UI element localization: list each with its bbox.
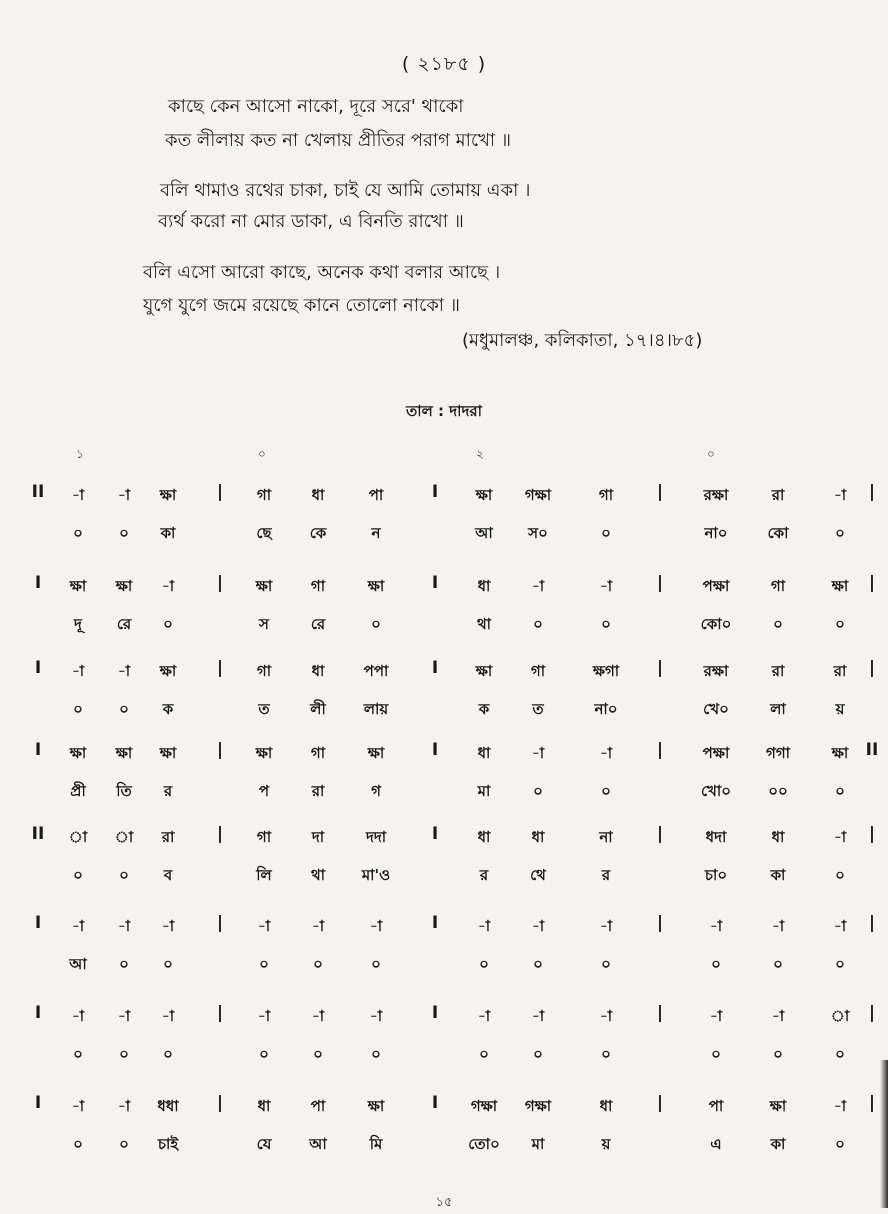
lyric-syllable: মা bbox=[477, 782, 491, 800]
verse-line: যুগে যুগে জমে রয়েছে কানে তোলো নাকো ॥ bbox=[143, 295, 460, 316]
swara-note: ক্ষা bbox=[159, 486, 177, 504]
lyric-syllable: ০ bbox=[533, 782, 543, 800]
verse-line: কাছে কেন আসো নাকো, দূরে সরে' থাকো bbox=[168, 96, 464, 117]
swara-note: -া bbox=[599, 1007, 613, 1025]
lyric-syllable: ত bbox=[258, 700, 270, 718]
swara-note: ক্ষা bbox=[255, 577, 273, 595]
lyric-syllable: লি bbox=[256, 866, 272, 884]
lyric-syllable: আ bbox=[309, 1135, 327, 1153]
lyric-syllable: ০ bbox=[773, 615, 783, 633]
swara-note: -া bbox=[531, 744, 545, 762]
swara-note: -া bbox=[161, 577, 175, 595]
lyric-syllable: ০ bbox=[835, 524, 845, 542]
swara-note: গক্ষা bbox=[470, 1097, 498, 1115]
swara-note: রা bbox=[161, 828, 175, 846]
swara-note: ধদা bbox=[705, 828, 727, 846]
bar-line: | bbox=[868, 1003, 876, 1023]
lyric-syllable: ০ bbox=[371, 615, 381, 633]
swara-note: ধধা bbox=[157, 1097, 179, 1115]
lyric-syllable: ০ bbox=[711, 1045, 721, 1063]
lyric-syllable: থা bbox=[310, 866, 326, 884]
swara-note: -া bbox=[311, 1007, 325, 1025]
swara-note: ধা bbox=[257, 1097, 271, 1115]
swara-note: ক্ষা bbox=[69, 744, 87, 762]
swara-note: গা bbox=[256, 662, 272, 680]
bar-line: | bbox=[868, 1093, 876, 1113]
beat-mark: ১ bbox=[76, 447, 84, 461]
swara-note: -া bbox=[257, 917, 271, 935]
swara-note: গা bbox=[256, 828, 272, 846]
bar-line: I bbox=[34, 913, 42, 933]
lyric-syllable: লী bbox=[310, 700, 326, 718]
lyric-syllable: তি bbox=[116, 782, 132, 800]
lyric-syllable: য় bbox=[835, 700, 845, 718]
swara-note: রা bbox=[771, 486, 785, 504]
lyric-syllable: রা bbox=[311, 782, 325, 800]
lyric-syllable: আ bbox=[475, 524, 493, 542]
swara-note: পা bbox=[708, 1097, 724, 1115]
swara-note: ক্ষা bbox=[831, 744, 849, 762]
swara-note: ক্ষা bbox=[367, 577, 385, 595]
bar-line: I bbox=[431, 573, 439, 593]
swara-note: ক্ষা bbox=[159, 662, 177, 680]
verse-line: বলি এসো আরো কাছে, অনেক কথা বলার আছে । bbox=[143, 262, 501, 283]
swara-note: -া bbox=[117, 917, 131, 935]
swara-note: -া bbox=[161, 917, 175, 935]
swara-note: ক্ষা bbox=[769, 1097, 787, 1115]
swara-note: ক্ষা bbox=[115, 744, 133, 762]
lyric-syllable: চাই bbox=[157, 1135, 179, 1153]
bar-line: | bbox=[656, 740, 664, 760]
swara-note: গক্ষা bbox=[524, 486, 552, 504]
swara-note: ক্ষা bbox=[831, 577, 849, 595]
lyric-syllable: ০ bbox=[533, 1045, 543, 1063]
lyric-syllable: ০ bbox=[773, 955, 783, 973]
beat-mark: ০ bbox=[707, 447, 715, 461]
lyric-syllable: ত bbox=[532, 700, 544, 718]
lyric-syllable: ০ bbox=[835, 1135, 845, 1153]
lyric-syllable: ০ bbox=[601, 615, 611, 633]
bar-line: I bbox=[431, 913, 439, 933]
lyric-syllable: ০ bbox=[119, 1135, 129, 1153]
swara-note: -া bbox=[833, 917, 847, 935]
lyric-syllable: মা'ও bbox=[361, 866, 391, 884]
swara-note: ক্ষা bbox=[159, 744, 177, 762]
bar-line: | bbox=[656, 1003, 664, 1023]
lyric-syllable: কা bbox=[160, 524, 176, 542]
bar-line: I bbox=[431, 824, 439, 844]
lyric-syllable: থে bbox=[530, 866, 546, 884]
bar-line: I bbox=[34, 1093, 42, 1113]
lyric-syllable: ব bbox=[163, 866, 173, 884]
lyric-syllable: ক bbox=[478, 700, 490, 718]
swara-note: গা bbox=[530, 662, 546, 680]
bar-line: | bbox=[656, 658, 664, 678]
lyric-syllable: ০ bbox=[259, 955, 269, 973]
swara-note: -া bbox=[117, 662, 131, 680]
bar-line: | bbox=[656, 1093, 664, 1113]
swara-note: -া bbox=[531, 917, 545, 935]
bar-line: | bbox=[656, 824, 664, 844]
bar-line: | bbox=[216, 658, 224, 678]
swara-note: -া bbox=[771, 1007, 785, 1025]
swara-note: দা bbox=[311, 828, 325, 846]
lyric-syllable: ০ bbox=[601, 955, 611, 973]
lyric-syllable: ০ bbox=[73, 1135, 83, 1153]
swara-note: -া bbox=[771, 917, 785, 935]
swara-note: পক্ষা bbox=[702, 577, 730, 595]
lyric-syllable: না০ bbox=[594, 700, 618, 718]
bar-line: I bbox=[34, 740, 42, 760]
bar-line: | bbox=[868, 573, 876, 593]
bar-line: II bbox=[31, 824, 45, 844]
swara-note: -া bbox=[71, 917, 85, 935]
swara-note: -া bbox=[117, 486, 131, 504]
swara-note: া bbox=[114, 828, 134, 846]
swara-note: ক্ষগা bbox=[592, 662, 620, 680]
swara-note: না bbox=[599, 828, 613, 846]
swara-note: গক্ষা bbox=[524, 1097, 552, 1115]
lyric-syllable: কা bbox=[770, 866, 786, 884]
swara-note: রা bbox=[771, 662, 785, 680]
swara-note: -া bbox=[833, 486, 847, 504]
lyric-syllable: ০ bbox=[119, 955, 129, 973]
bar-line: | bbox=[868, 482, 876, 502]
lyric-syllable: লায় bbox=[363, 700, 389, 718]
lyric-syllable: ০ bbox=[313, 1045, 323, 1063]
bar-line: | bbox=[216, 913, 224, 933]
swara-note: -া bbox=[117, 1097, 131, 1115]
lyric-syllable: ০ bbox=[773, 1045, 783, 1063]
swara-note: -া bbox=[477, 1007, 491, 1025]
bar-line: I bbox=[34, 573, 42, 593]
swara-note: া bbox=[830, 1007, 850, 1025]
lyric-syllable: ০ bbox=[163, 615, 173, 633]
lyric-syllable: কো০ bbox=[700, 615, 732, 633]
bar-line: | bbox=[656, 573, 664, 593]
verse-line: বলি থামাও রথের চাকা, চাই যে আমি তোমায় একা । bbox=[160, 180, 531, 201]
swara-note: পা bbox=[310, 1097, 326, 1115]
lyric-syllable: কে bbox=[309, 524, 327, 542]
swara-note: ক্ষা bbox=[367, 744, 385, 762]
bar-line: | bbox=[216, 482, 224, 502]
bar-line: | bbox=[216, 1003, 224, 1023]
swara-note: -া bbox=[71, 1007, 85, 1025]
lyric-syllable: লা bbox=[770, 700, 786, 718]
swara-note: গগা bbox=[765, 744, 790, 762]
swara-note: -া bbox=[709, 1007, 723, 1025]
verse-line: ব্যর্থ করো না মোর ডাকা, এ বিনতি রাখো ॥ bbox=[158, 211, 464, 232]
swara-note: ক্ষা bbox=[255, 744, 273, 762]
lyric-syllable: খে০ bbox=[703, 700, 729, 718]
lyric-syllable: র bbox=[601, 866, 611, 884]
lyric-syllable: কা bbox=[770, 1135, 786, 1153]
tala-heading: তাল : দাদরা bbox=[406, 402, 482, 420]
verse-line: কত লীলায় কত না খেলায় প্রীতির পরাগ মাখো ॥ bbox=[165, 130, 512, 151]
swara-note: ক্ষা bbox=[475, 662, 493, 680]
lyric-syllable: ক bbox=[162, 700, 174, 718]
swara-note: রক্ষা bbox=[703, 486, 729, 504]
lyric-syllable: ০ bbox=[601, 782, 611, 800]
swara-note: দদা bbox=[365, 828, 387, 846]
lyric-syllable: থা bbox=[476, 615, 492, 633]
lyric-syllable: দূ bbox=[74, 615, 82, 633]
lyric-syllable: ০ bbox=[73, 700, 83, 718]
lyric-syllable: ০ bbox=[601, 524, 611, 542]
swara-note: পক্ষা bbox=[702, 744, 730, 762]
bar-line: | bbox=[868, 658, 876, 678]
swara-note: -া bbox=[71, 1097, 85, 1115]
swara-note: গা bbox=[598, 486, 614, 504]
lyric-syllable: ০ bbox=[371, 1045, 381, 1063]
swara-note: -া bbox=[257, 1007, 271, 1025]
swara-note: ধা bbox=[477, 744, 491, 762]
bar-line: | bbox=[216, 573, 224, 593]
swara-note: -া bbox=[833, 828, 847, 846]
lyric-syllable: ০ bbox=[371, 955, 381, 973]
swara-note: -া bbox=[71, 662, 85, 680]
lyric-syllable: খো০ bbox=[700, 782, 732, 800]
swara-note: গা bbox=[310, 577, 326, 595]
bar-line: I bbox=[34, 658, 42, 678]
lyric-syllable: কো bbox=[767, 524, 789, 542]
lyric-syllable: না০ bbox=[704, 524, 728, 542]
swara-note: ধা bbox=[311, 486, 325, 504]
bar-line: II bbox=[31, 482, 45, 502]
bar-line: I bbox=[431, 1093, 439, 1113]
swara-note: ক্ষা bbox=[475, 486, 493, 504]
swara-note: গা bbox=[770, 577, 786, 595]
lyric-syllable: ০ bbox=[533, 615, 543, 633]
swara-note: ক্ষা bbox=[69, 577, 87, 595]
lyric-syllable: ০ bbox=[835, 615, 845, 633]
lyric-syllable: ০ bbox=[119, 524, 129, 542]
bar-line: | bbox=[868, 913, 876, 933]
lyric-syllable: প্রী bbox=[70, 782, 86, 800]
swara-note: -া bbox=[531, 577, 545, 595]
swara-note: -া bbox=[709, 917, 723, 935]
swara-note: গা bbox=[310, 744, 326, 762]
lyric-syllable: আ bbox=[69, 955, 87, 973]
swara-note: -া bbox=[833, 1097, 847, 1115]
lyric-syllable: ০ bbox=[835, 866, 845, 884]
swara-note: ধা bbox=[599, 1097, 613, 1115]
lyric-syllable: ০ bbox=[73, 1045, 83, 1063]
lyric-syllable: গ bbox=[371, 782, 381, 800]
lyric-syllable: ০ bbox=[711, 955, 721, 973]
lyric-syllable: ০ bbox=[835, 1045, 845, 1063]
lyric-syllable: ন bbox=[371, 524, 381, 542]
lyric-syllable: স bbox=[259, 615, 269, 633]
lyric-syllable: মা bbox=[531, 1135, 545, 1153]
swara-note: -া bbox=[117, 1007, 131, 1025]
lyric-syllable: ০ bbox=[835, 782, 845, 800]
lyric-syllable: এ bbox=[710, 1135, 722, 1153]
page-number: ( ২১৮৫ ) bbox=[401, 53, 487, 75]
lyric-syllable: ০ bbox=[73, 524, 83, 542]
lyric-syllable: ০ bbox=[119, 700, 129, 718]
lyric-syllable: ০ bbox=[259, 1045, 269, 1063]
lyric-syllable: ০ bbox=[835, 955, 845, 973]
bar-line: | bbox=[868, 824, 876, 844]
bar-line: | bbox=[656, 482, 664, 502]
swara-note: -া bbox=[369, 917, 383, 935]
lyric-syllable: চা০ bbox=[704, 866, 728, 884]
lyric-syllable: রে bbox=[310, 615, 326, 633]
bar-line: I bbox=[431, 1003, 439, 1023]
swara-note: রা bbox=[833, 662, 847, 680]
lyric-syllable: ০ bbox=[119, 866, 129, 884]
bar-line: I bbox=[431, 740, 439, 760]
lyric-syllable: ছে bbox=[256, 524, 272, 542]
bar-line: | bbox=[216, 740, 224, 760]
page-footer: ১৫ bbox=[435, 1195, 453, 1210]
lyric-syllable: ০০ bbox=[768, 782, 788, 800]
bar-line: I bbox=[34, 1003, 42, 1023]
swara-note: -া bbox=[477, 917, 491, 935]
lyric-syllable: র bbox=[163, 782, 173, 800]
lyric-syllable: ০ bbox=[119, 1045, 129, 1063]
swara-note: -া bbox=[599, 917, 613, 935]
swara-note: ধা bbox=[531, 828, 545, 846]
lyric-syllable: ০ bbox=[479, 1045, 489, 1063]
citation: (মধুমালঞ্চ, কলিকাতা, ১৭।৪।৮৫) bbox=[462, 330, 703, 351]
swara-note: গা bbox=[256, 486, 272, 504]
swara-note: ক্ষা bbox=[115, 577, 133, 595]
lyric-syllable: প bbox=[258, 782, 270, 800]
swara-note: ধা bbox=[771, 828, 785, 846]
swara-note: -া bbox=[311, 917, 325, 935]
lyric-syllable: ০ bbox=[601, 1045, 611, 1063]
swara-note: -া bbox=[161, 1007, 175, 1025]
lyric-syllable: ০ bbox=[163, 1045, 173, 1063]
lyric-syllable: রে bbox=[116, 615, 132, 633]
swara-note: -া bbox=[369, 1007, 383, 1025]
lyric-syllable: মি bbox=[369, 1135, 383, 1153]
swara-note: ধা bbox=[311, 662, 325, 680]
lyric-syllable: ০ bbox=[533, 955, 543, 973]
swara-note: রক্ষা bbox=[703, 662, 729, 680]
swara-note: পপা bbox=[363, 662, 389, 680]
lyric-syllable: স০ bbox=[528, 524, 548, 542]
lyric-syllable: য় bbox=[601, 1135, 611, 1153]
swara-note: -া bbox=[599, 744, 613, 762]
swara-note: ক্ষা bbox=[367, 1097, 385, 1115]
swara-note: -া bbox=[71, 486, 85, 504]
beat-mark: ০ bbox=[258, 447, 266, 461]
lyric-syllable: ০ bbox=[163, 955, 173, 973]
lyric-syllable: র bbox=[479, 866, 489, 884]
bar-line: I bbox=[431, 482, 439, 502]
bar-line: | bbox=[216, 1093, 224, 1113]
lyric-syllable: ০ bbox=[479, 955, 489, 973]
page-edge-shadow bbox=[880, 1060, 888, 1208]
bar-line: | bbox=[216, 824, 224, 844]
swara-note: ধা bbox=[477, 828, 491, 846]
swara-note: -া bbox=[531, 1007, 545, 1025]
swara-note: পা bbox=[368, 486, 384, 504]
lyric-syllable: ০ bbox=[73, 866, 83, 884]
bar-line: II bbox=[865, 740, 879, 760]
swara-note: -া bbox=[599, 577, 613, 595]
beat-mark: ২ bbox=[476, 447, 484, 461]
swara-note: া bbox=[68, 828, 88, 846]
lyric-syllable: তো০ bbox=[468, 1135, 500, 1153]
bar-line: I bbox=[431, 658, 439, 678]
lyric-syllable: যে bbox=[256, 1135, 272, 1153]
lyric-syllable: ০ bbox=[313, 955, 323, 973]
bar-line: | bbox=[656, 913, 664, 933]
swara-note: ধা bbox=[477, 577, 491, 595]
